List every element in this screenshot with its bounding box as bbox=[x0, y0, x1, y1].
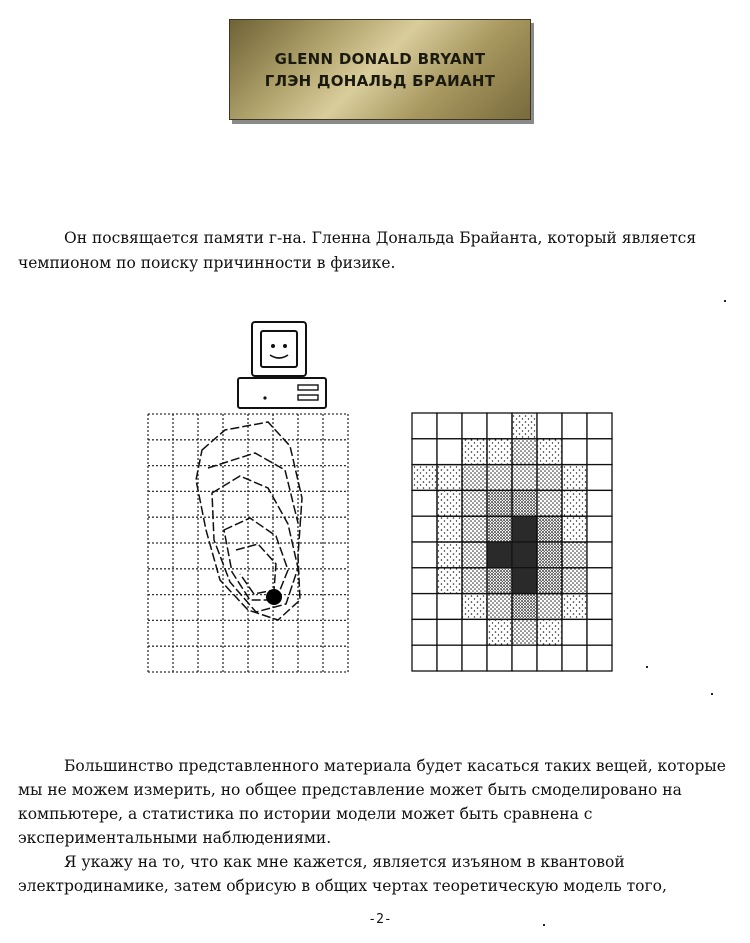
probability-cell bbox=[412, 568, 437, 594]
illustration-svg bbox=[140, 318, 620, 680]
probability-cell bbox=[537, 490, 562, 516]
left-dotted-grid bbox=[148, 414, 348, 672]
plaque-name-latin: GLENN DONALD BRYANT bbox=[274, 49, 486, 68]
probability-cell bbox=[512, 516, 537, 542]
probability-cell bbox=[487, 568, 512, 594]
probability-cell bbox=[437, 465, 462, 491]
dedication-paragraph bbox=[18, 226, 742, 276]
probability-cell bbox=[587, 413, 612, 439]
probability-cell bbox=[512, 645, 537, 671]
probability-cell bbox=[412, 516, 437, 542]
probability-cell bbox=[462, 465, 487, 491]
probability-cell bbox=[587, 490, 612, 516]
probability-cell bbox=[487, 439, 512, 465]
probability-cell bbox=[412, 542, 437, 568]
paragraph-1 bbox=[18, 754, 730, 850]
probability-cell bbox=[412, 490, 437, 516]
probability-cell bbox=[437, 542, 462, 568]
probability-cell bbox=[537, 465, 562, 491]
probability-cell bbox=[487, 516, 512, 542]
probability-cell bbox=[537, 439, 562, 465]
probability-cell bbox=[462, 645, 487, 671]
probability-cell bbox=[462, 542, 487, 568]
probability-cell bbox=[587, 645, 612, 671]
dedication-text: Он посвящается памяти г-на. Гленна Дональда Брайанта, который является чемпионом по поиску причинности в физике. bbox=[18, 229, 697, 272]
probability-cell bbox=[462, 413, 487, 439]
probability-cell bbox=[562, 516, 587, 542]
probability-cell bbox=[512, 594, 537, 620]
probability-cell bbox=[587, 619, 612, 645]
probability-cell bbox=[462, 439, 487, 465]
plaque-name-cyrillic: ГЛЭН ДОНАЛЬД БРАИАНТ bbox=[264, 71, 496, 90]
computer-icon bbox=[238, 322, 326, 408]
probability-cell bbox=[537, 645, 562, 671]
probability-cell bbox=[537, 619, 562, 645]
probability-cell bbox=[512, 568, 537, 594]
probability-cell bbox=[537, 413, 562, 439]
scan-speck bbox=[724, 300, 726, 302]
paragraph-2-text: Я укажу на то, что как мне кажется, является изъяном в квантовой электродинамике, затем обрисую в общих чертах теоретическую модель того, bbox=[18, 853, 667, 895]
probability-cell bbox=[587, 542, 612, 568]
probability-cell bbox=[562, 413, 587, 439]
probability-cell bbox=[462, 490, 487, 516]
body-text bbox=[18, 754, 730, 898]
scan-speck bbox=[711, 693, 713, 695]
probability-cell bbox=[587, 465, 612, 491]
probability-cell bbox=[412, 439, 437, 465]
probability-cell bbox=[412, 413, 437, 439]
probability-cell bbox=[412, 594, 437, 620]
scan-speck bbox=[646, 666, 648, 668]
probability-cell bbox=[537, 568, 562, 594]
probability-cell bbox=[412, 619, 437, 645]
probability-cell bbox=[437, 413, 462, 439]
probability-cell bbox=[487, 645, 512, 671]
particle-trajectory bbox=[196, 422, 302, 620]
probability-cell bbox=[412, 465, 437, 491]
probability-cell bbox=[487, 619, 512, 645]
probability-cell bbox=[537, 516, 562, 542]
paragraph-1-text: Большинство представленного материала будет касаться таких вещей, которые мы не можем измерить, но общее представление может быть смоделировано на компьютере, а статистика по истории модели может быть сравнена с экспериментальными наблюдениями. bbox=[18, 757, 726, 847]
probability-cell bbox=[562, 619, 587, 645]
scan-speck bbox=[543, 924, 545, 926]
probability-cell bbox=[487, 413, 512, 439]
probability-cell bbox=[512, 439, 537, 465]
probability-cell bbox=[512, 619, 537, 645]
probability-cell bbox=[562, 542, 587, 568]
probability-cell bbox=[587, 516, 612, 542]
probability-cell bbox=[562, 439, 587, 465]
probability-cell bbox=[437, 645, 462, 671]
probability-cell bbox=[437, 568, 462, 594]
probability-cell bbox=[437, 439, 462, 465]
probability-cell bbox=[462, 516, 487, 542]
right-probability-grid bbox=[412, 413, 612, 671]
probability-cell bbox=[562, 490, 587, 516]
probability-cell bbox=[512, 542, 537, 568]
probability-cell bbox=[462, 568, 487, 594]
probability-cell bbox=[512, 413, 537, 439]
probability-cell bbox=[437, 594, 462, 620]
probability-cell bbox=[537, 594, 562, 620]
probability-cell bbox=[562, 568, 587, 594]
probability-cell bbox=[487, 490, 512, 516]
probability-cell bbox=[562, 594, 587, 620]
simulation-illustration bbox=[140, 318, 620, 680]
probability-cell bbox=[462, 619, 487, 645]
probability-cell bbox=[462, 594, 487, 620]
probability-cell bbox=[487, 542, 512, 568]
probability-cell bbox=[437, 490, 462, 516]
probability-cell bbox=[412, 645, 437, 671]
probability-cell bbox=[562, 645, 587, 671]
probability-cell bbox=[587, 594, 612, 620]
page-number: -2- bbox=[368, 912, 392, 927]
probability-cell bbox=[487, 594, 512, 620]
probability-cell bbox=[587, 439, 612, 465]
name-plaque bbox=[229, 19, 531, 120]
probability-cell bbox=[562, 465, 587, 491]
probability-cell bbox=[487, 465, 512, 491]
probability-cell bbox=[587, 568, 612, 594]
probability-cell bbox=[512, 465, 537, 491]
probability-cell bbox=[437, 619, 462, 645]
probability-cell bbox=[437, 516, 462, 542]
probability-cell bbox=[537, 542, 562, 568]
paragraph-2 bbox=[18, 850, 730, 898]
probability-cell bbox=[512, 490, 537, 516]
particle-dot bbox=[266, 589, 282, 605]
